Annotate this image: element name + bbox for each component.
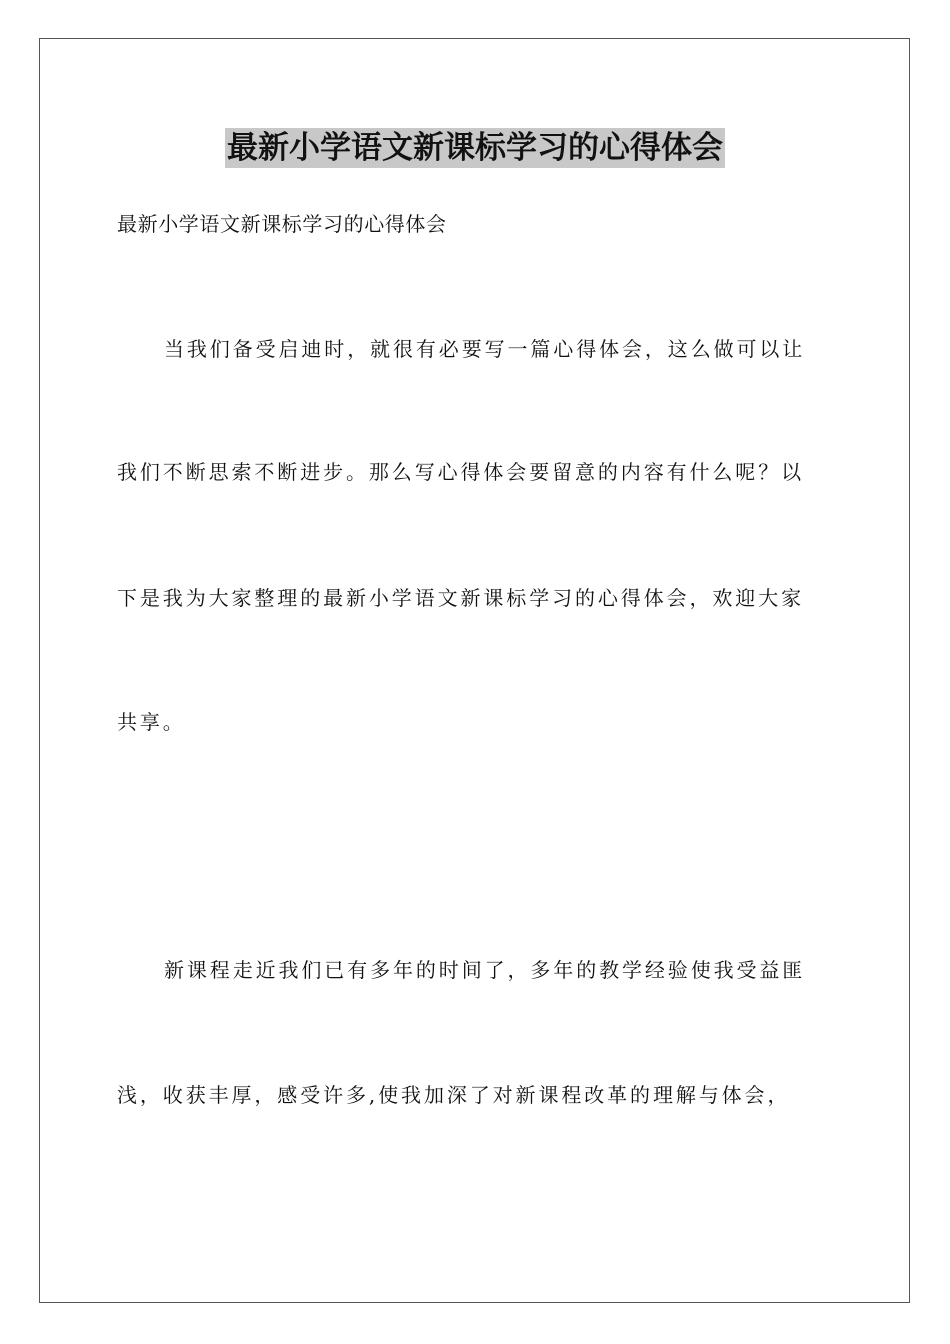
paragraph-line: 新课程走近我们已有多年的时间了，多年的教学经验使我受益匪 bbox=[164, 958, 806, 982]
paragraph-line: 当我们备受启迪时，就很有必要写一篇心得体会，这么做可以让 bbox=[164, 337, 806, 361]
document-subtitle: 最新小学语文新课标学习的心得体会 bbox=[117, 212, 447, 236]
paragraph-line: 下是我为大家整理的最新小学语文新课标学习的心得体会，欢迎大家 bbox=[117, 586, 804, 610]
paragraph-line: 我们不断思索不断进步。那么写心得体会要留意的内容有什么呢？以 bbox=[117, 460, 804, 484]
title-container bbox=[0, 128, 950, 168]
paragraph-line: 浅，收获丰厚，感受许多,使我加深了对新课程改革的理解与体会， bbox=[117, 1083, 791, 1107]
document-title: 最新小学语文新课标学习的心得体会 bbox=[227, 130, 723, 166]
paragraph-line: 共享。 bbox=[117, 710, 186, 734]
